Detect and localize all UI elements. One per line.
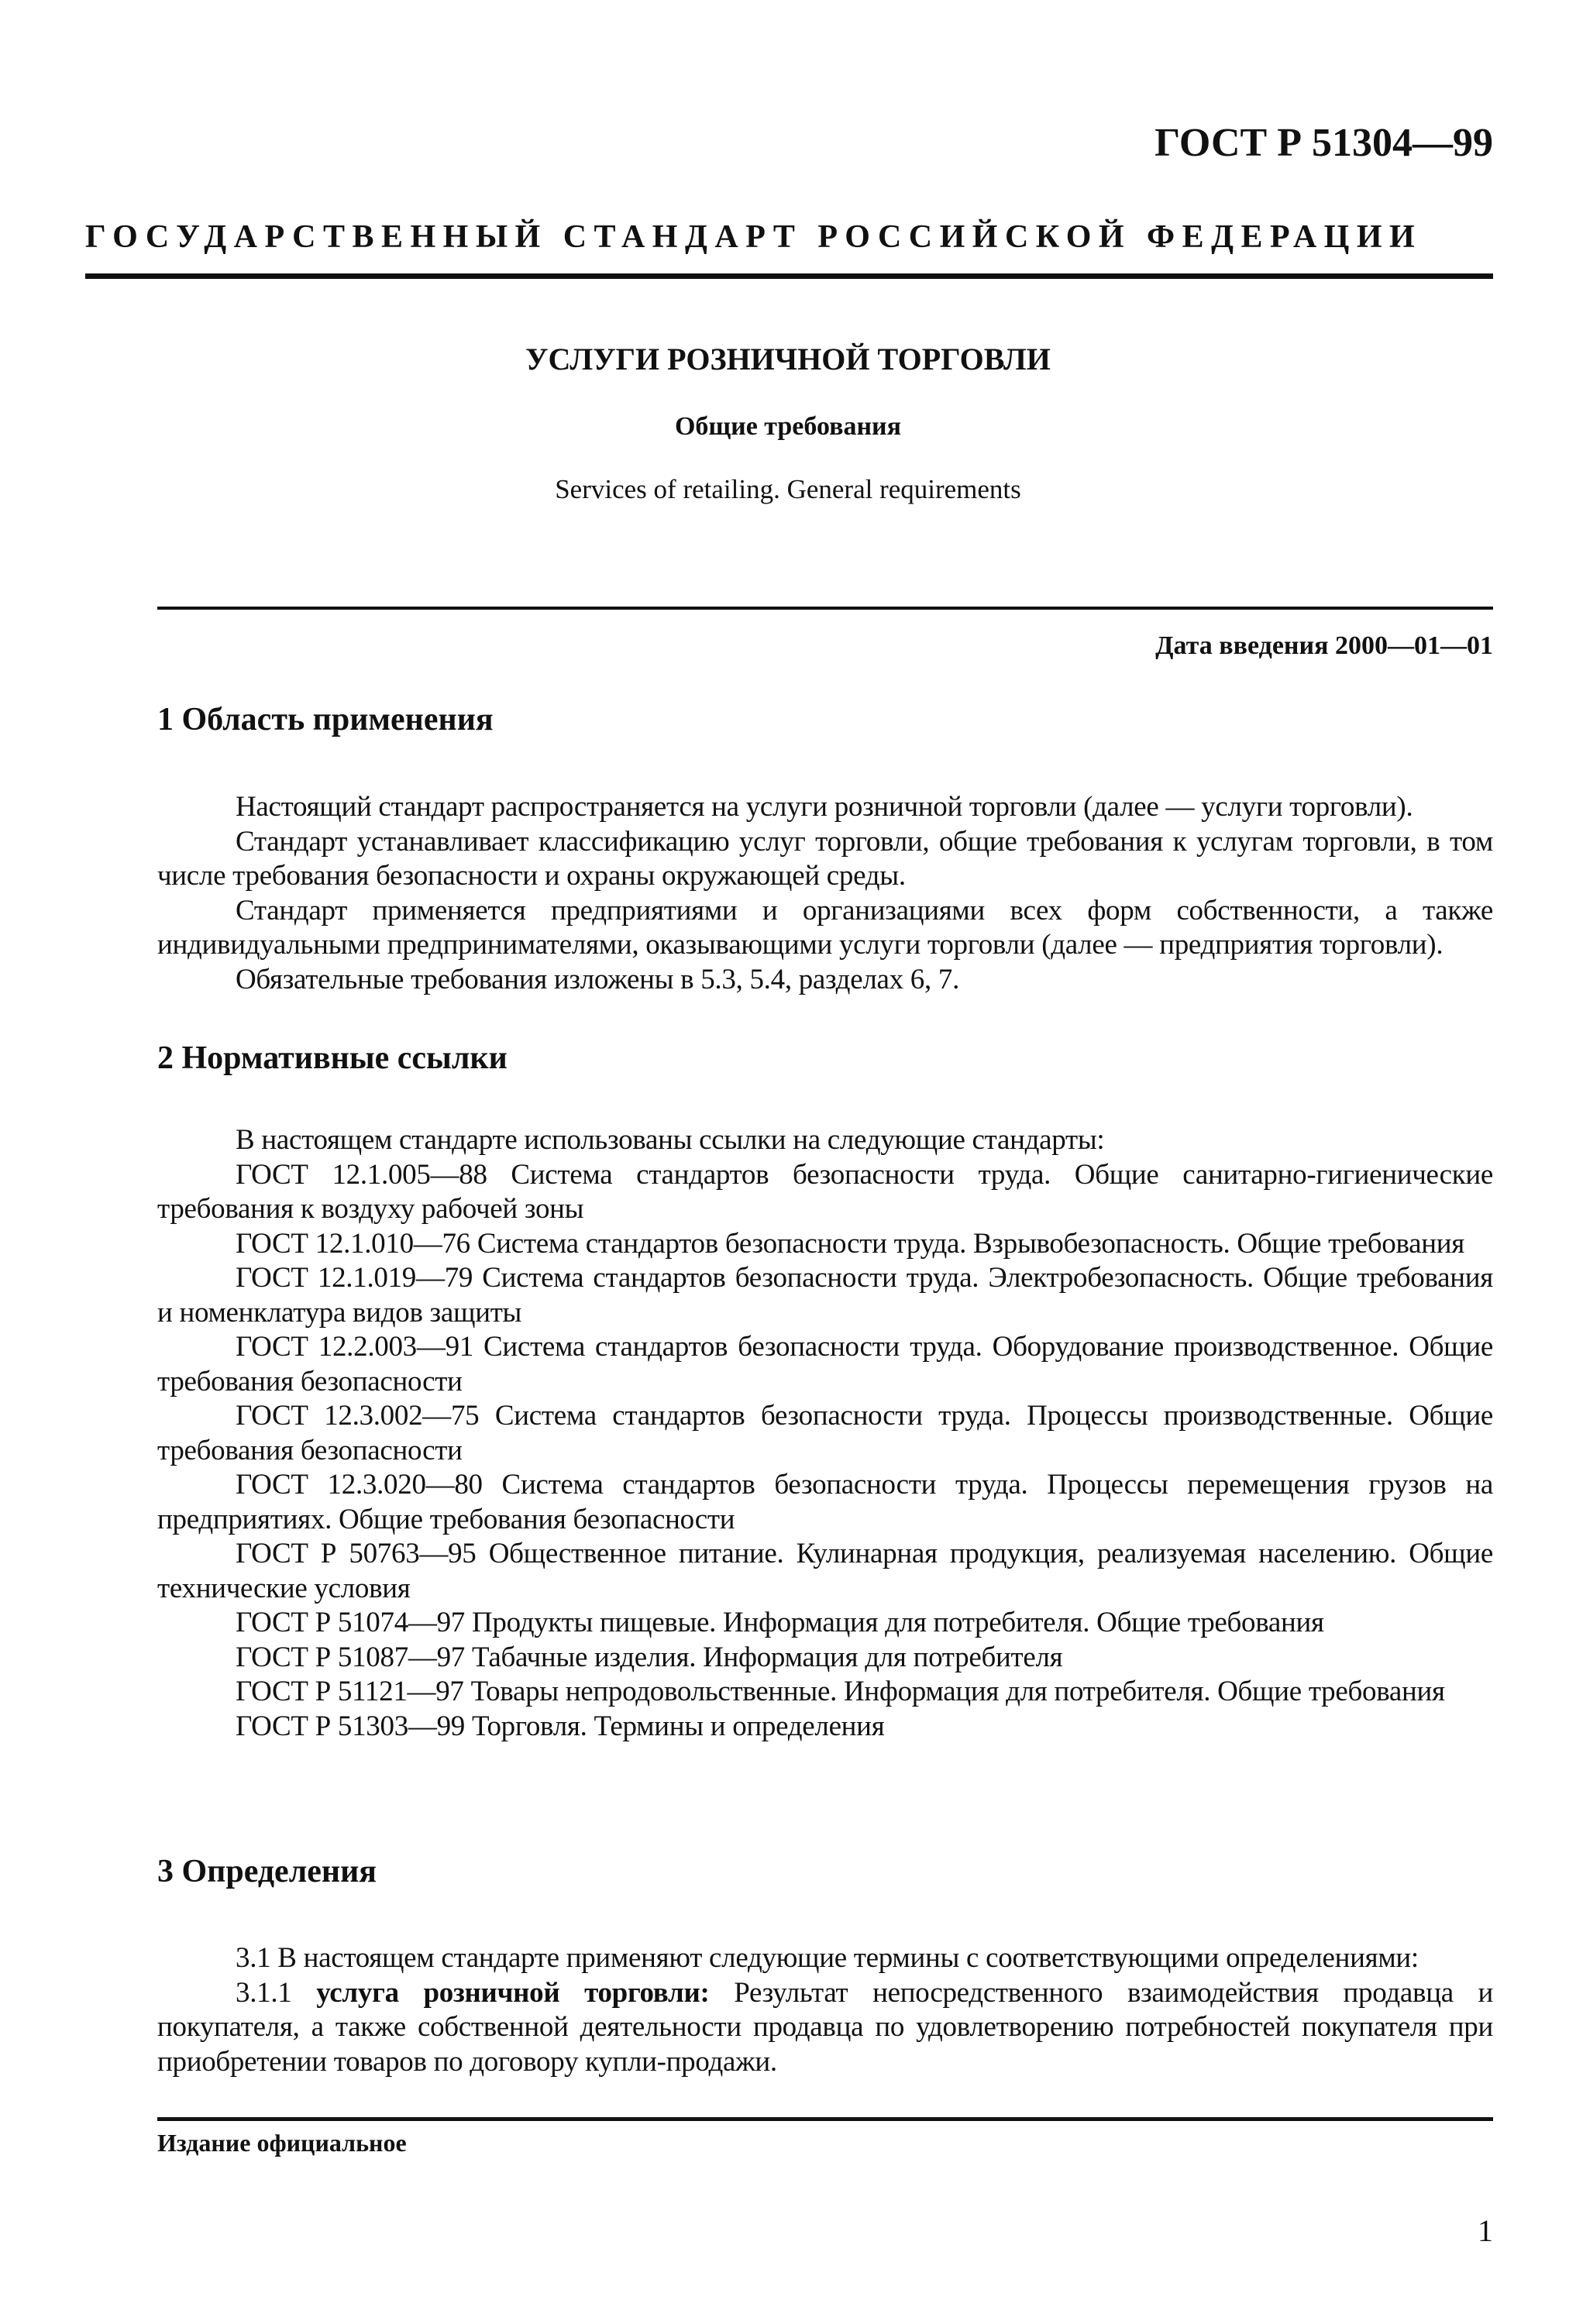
- paragraph: Обязательные требования изложены в 5.3, 5.4, разделах 6, 7.: [236, 963, 960, 995]
- references-intro: В настоящем стандарте использованы ссылки на следующие стандарты:: [236, 1124, 1105, 1156]
- reference-item: ГОСТ Р 51303—99 Торговля. Термины и определения: [236, 1710, 885, 1742]
- reference-item: ГОСТ Р 51121—97 Товары непродовольственные. Информация для потребителя. Общие требования: [236, 1676, 1445, 1707]
- document-subtitle: Общие требования: [674, 412, 902, 441]
- paragraph: Стандарт применяется предприятиями и организациями всех форм собственности, а также индивидуальными предпринимателями, оказывающими услуги торговли (далее — предприятия торговли).: [157, 894, 1493, 961]
- reference-item: ГОСТ 12.2.003—91 Система стандартов безопасности труда. Оборудование производственное. Общие требования безопасности: [157, 1331, 1493, 1397]
- section-2-body: [157, 1123, 1493, 1744]
- official-edition-label: Издание официальное: [157, 2129, 407, 2157]
- standard-designation: ГОСТ Р 51304—99: [1154, 121, 1493, 165]
- english-title: Services of retailing. General requirements: [555, 474, 1021, 504]
- reference-item: ГОСТ Р 51087—97 Табачные изделия. Информация для потребителя: [236, 1641, 1063, 1673]
- defined-term: услуга розничной торговли:: [316, 1976, 710, 2009]
- section-2-heading: 2 Нормативные ссылки: [157, 1040, 508, 1076]
- reference-item: ГОСТ Р 51074—97 Продукты пищевые. Информация для потребителя. Общие требования: [236, 1607, 1324, 1638]
- state-standard-heading: ГОСУДАРСТВЕННЫЙ СТАНДАРТ РОССИЙСКОЙ ФЕДЕРАЦИИ: [85, 219, 1423, 255]
- clause-3-1-1: [157, 1976, 1493, 2080]
- section-1-heading: 1 Область применения: [157, 702, 494, 737]
- reference-item: ГОСТ 12.1.019—79 Система стандартов безопасности труда. Электробезопасность. Общие требования и номенклатура видов защиты: [157, 1262, 1493, 1329]
- section-1-body: [157, 790, 1493, 997]
- section-3-body: [157, 1941, 1493, 2079]
- page-number: 1: [1478, 2213, 1493, 2248]
- document-title: УСЛУГИ РОЗНИЧНОЙ ТОРГОВЛИ: [525, 342, 1051, 376]
- definition-text: Результат непосредственного взаимодействия продавца и покупателя, а также собственной деятельности продавца по удовлетворению потребностей покупателя при приобретении товаров по договору купли-продажи.: [157, 1976, 1494, 2078]
- reference-item: ГОСТ 12.1.005—88 Система стандартов безопасности труда. Общие санитарно-гигиенические требования к воздуху рабочей зоны: [157, 1158, 1493, 1225]
- reference-item: ГОСТ Р 50763—95 Общественное питание. Кулинарная продукция, реализуемая населению. Общие технические условия: [157, 1538, 1493, 1604]
- clause-number: 3.1.1: [236, 1976, 292, 2009]
- footer-rule: [157, 2117, 1493, 2121]
- reference-item: ГОСТ 12.3.020—80 Система стандартов безопасности труда. Процессы перемещения грузов на предприятиях. Общие требования безопасности: [157, 1469, 1493, 1535]
- paragraph: Стандарт устанавливает классификацию услуг торговли, общие требования к услугам торговли, в том числе требования безопасности и охраны окружающей среды.: [157, 825, 1493, 892]
- paragraph: Настоящий стандарт распространяется на услуги розничной торговли (далее — услуги торговли).: [236, 791, 1413, 823]
- reference-item: ГОСТ 12.3.002—75 Система стандартов безопасности труда. Процессы производственные. Общие требования безопасности: [157, 1400, 1493, 1466]
- clause-3-1: 3.1 В настоящем стандарте применяют следующие термины с соответствующими определениями:: [236, 1942, 1419, 1974]
- date-of-introduction: Дата введения 2000—01—01: [1155, 631, 1493, 660]
- title-rule: [157, 607, 1493, 610]
- section-3-heading: 3 Определения: [157, 1854, 377, 1889]
- header-rule: [85, 273, 1493, 279]
- reference-item: ГОСТ 12.1.010—76 Система стандартов безопасности труда. Взрывобезопасность. Общие требования: [236, 1227, 1464, 1260]
